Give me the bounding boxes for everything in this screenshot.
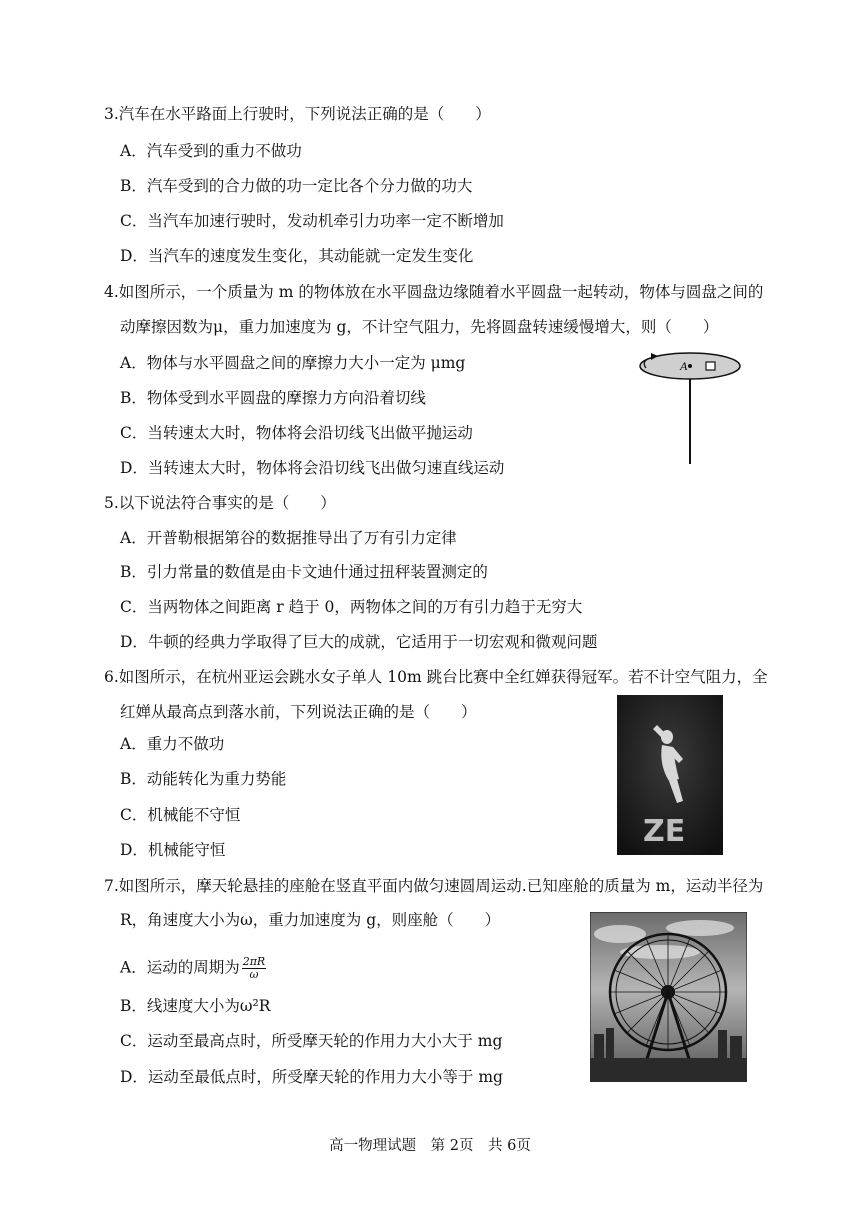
question-4-option-a: A．物体与水平圆盘之间的摩擦力大小一定为 μmg <box>120 354 466 372</box>
ferris-wheel-photo <box>590 912 747 1082</box>
question-7-option-a <box>120 956 266 981</box>
point-a-dot <box>688 364 692 368</box>
question-6-option-c: C．机械能不守恒 <box>120 806 241 824</box>
question-3-option-d: D．当汽车的速度发生变化，其动能就一定发生变化 <box>120 247 474 265</box>
block-object <box>706 362 715 370</box>
question-5-option-a: A．开普勒根据第谷的数据推导出了万有引力定律 <box>120 529 457 547</box>
question-4-stem-line-2: 动摩擦因数为μ，重力加速度为 g，不计空气阻力，先将圆盘转速缓慢增大，则（ ） <box>120 318 719 336</box>
rotating-disk-figure <box>636 344 746 468</box>
question-7-option-c: C．运动至最高点时，所受摩天轮的作用力大小大于 mg <box>120 1032 503 1050</box>
question-7-option-d: D．运动至最低点时，所受摩天轮的作用力大小等于 mg <box>120 1068 503 1086</box>
question-6-stem-line-2: 红婵从最高点到落水前，下列说法正确的是（ ） <box>120 703 477 721</box>
question-7-option-a-text: A．运动的周期为 <box>120 958 240 977</box>
question-5-stem: 5.以下说法符合事实的是（ ） <box>104 494 336 512</box>
period-fraction <box>242 956 267 981</box>
question-4-option-d: D．当转速太大时，物体将会沿切线飞出做匀速直线运动 <box>120 459 505 477</box>
scoreboard-letters: ZE <box>643 814 686 849</box>
question-4-option-c: C．当转速太大时，物体将会沿切线飞出做平抛运动 <box>120 424 473 442</box>
fraction-numerator: 2πR <box>242 955 266 968</box>
question-6-option-b: B．动能转化为重力势能 <box>120 770 287 788</box>
question-6-stem-line-1: 6.如图所示，在杭州亚运会跳水女子单人 10m 跳台比赛中全红婵获得冠军。若不计空气阻力，全 <box>104 668 768 686</box>
diver-photo <box>617 695 723 855</box>
question-3-option-a: A．汽车受到的重力不做功 <box>120 142 302 160</box>
question-5-option-b: B．引力常量的数值是由卡文迪什通过扭秤装置测定的 <box>120 563 488 581</box>
question-6-option-a: A．重力不做功 <box>120 735 225 753</box>
question-7-stem-line-1: 7.如图所示，摩天轮悬挂的座舱在竖直平面内做匀速圆周运动.已知座舱的质量为 m，运动半径为 <box>104 877 764 895</box>
question-5-option-d: D．牛顿的经典力学取得了巨大的成就，它适用于一切宏观和微观问题 <box>120 633 598 651</box>
question-7-stem-line-2: R，角速度大小为ω，重力加速度为 g，则座舱（ ） <box>120 911 501 929</box>
question-4-stem-line-1: 4.如图所示，一个质量为 m 的物体放在水平圆盘边缘随着水平圆盘一起转动，物体与圆盘之间的 <box>104 283 764 301</box>
fraction-denominator: ω <box>249 968 259 981</box>
point-a-label: A <box>680 359 688 373</box>
question-5-option-c: C．当两物体之间距离 r 趋于 0，两物体之间的万有引力趋于无穷大 <box>120 598 583 616</box>
question-3-option-b: B．汽车受到的合力做的功一定比各个分力做的功大 <box>120 177 473 195</box>
question-6-option-d: D．机械能守恒 <box>120 841 226 859</box>
question-3-option-c: C．当汽车加速行驶时，发动机牵引力功率一定不断增加 <box>120 212 504 230</box>
question-4-option-b: B．物体受到水平圆盘的摩擦力方向沿着切线 <box>120 389 426 407</box>
question-3-stem: 3.汽车在水平路面上行驶时，下列说法正确的是（ ） <box>104 105 491 123</box>
page-footer: 高一物理试题 第 2页 共 6页 <box>329 1138 531 1154</box>
question-7-option-b: B．线速度大小为ω²R <box>120 997 271 1015</box>
